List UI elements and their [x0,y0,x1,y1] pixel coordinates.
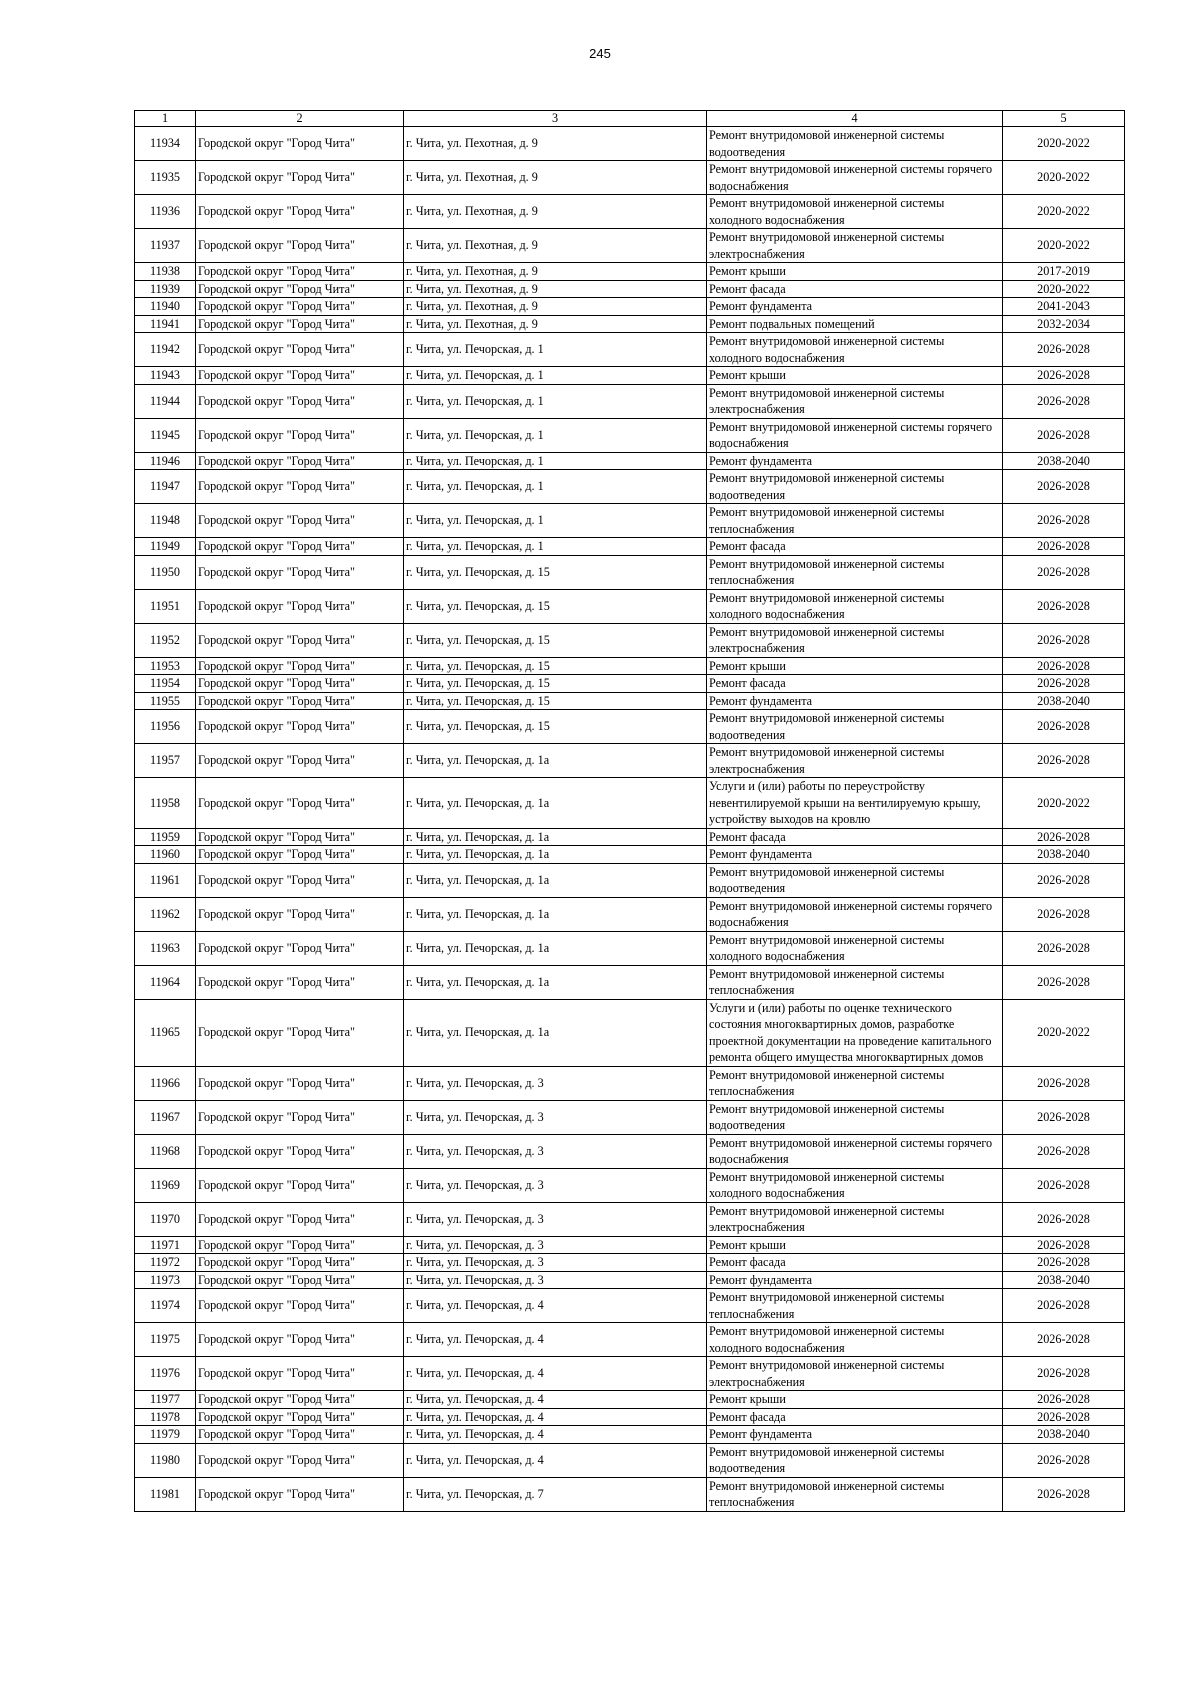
table-row [135,1100,1125,1134]
table-row [135,897,1125,931]
period-cell: 2026-2028 [1003,657,1125,675]
address-cell: г. Чита, ул. Пехотная, д. 9 [404,161,707,195]
work-type-cell: Ремонт внутридомовой инженерной системы электроснабжения [707,744,1003,778]
address-cell: г. Чита, ул. Печорская, д. 7 [404,1477,707,1511]
row-number: 11944 [135,384,196,418]
table-row [135,999,1125,1066]
row-number: 11972 [135,1254,196,1272]
table-row [135,1236,1125,1254]
address-cell: г. Чита, ул. Печорская, д. 1а [404,897,707,931]
address-cell: г. Чита, ул. Печорская, д. 1 [404,367,707,385]
work-type-cell: Ремонт фасада [707,538,1003,556]
table-row [135,657,1125,675]
row-number: 11970 [135,1202,196,1236]
address-cell: г. Чита, ул. Печорская, д. 1а [404,863,707,897]
work-type-cell: Ремонт внутридомовой инженерной системы электроснабжения [707,1357,1003,1391]
period-cell: 2026-2028 [1003,418,1125,452]
municipality-cell: Городской округ "Город Чита" [196,589,404,623]
address-cell: г. Чита, ул. Печорская, д. 15 [404,555,707,589]
work-type-cell: Услуги и (или) работы по оценке технического состояния многоквартирных домов, разработке проектной документации на проведение капитального ремонта общего имущества многоквартирных домов [707,999,1003,1066]
address-cell: г. Чита, ул. Печорская, д. 15 [404,623,707,657]
municipality-cell: Городской округ "Город Чита" [196,161,404,195]
table-row [135,470,1125,504]
row-number: 11979 [135,1426,196,1444]
period-cell: 2026-2028 [1003,1323,1125,1357]
period-cell: 2026-2028 [1003,504,1125,538]
row-number: 11955 [135,692,196,710]
work-type-cell: Ремонт фасада [707,280,1003,298]
municipality-cell: Городской округ "Город Чита" [196,538,404,556]
period-cell: 2026-2028 [1003,1254,1125,1272]
table-row [135,1066,1125,1100]
work-type-cell: Ремонт внутридомовой инженерной системы электроснабжения [707,384,1003,418]
address-cell: г. Чита, ул. Печорская, д. 3 [404,1066,707,1100]
period-cell: 2026-2028 [1003,1168,1125,1202]
row-number: 11980 [135,1443,196,1477]
work-type-cell: Ремонт фундамента [707,452,1003,470]
municipality-cell: Городской округ "Город Чита" [196,744,404,778]
work-type-cell: Ремонт внутридомовой инженерной системы водоотведения [707,127,1003,161]
address-cell: г. Чита, ул. Печорская, д. 15 [404,589,707,623]
work-type-cell: Ремонт внутридомовой инженерной системы водоотведения [707,1443,1003,1477]
municipality-cell: Городской округ "Город Чита" [196,127,404,161]
municipality-cell: Городской округ "Город Чита" [196,897,404,931]
period-cell: 2026-2028 [1003,897,1125,931]
row-number: 11963 [135,931,196,965]
address-cell: г. Чита, ул. Печорская, д. 4 [404,1391,707,1409]
period-cell: 2026-2028 [1003,1477,1125,1511]
municipality-cell: Городской округ "Город Чита" [196,965,404,999]
column-header-1: 1 [135,111,196,127]
municipality-cell: Городской округ "Город Чита" [196,504,404,538]
row-number: 11973 [135,1271,196,1289]
table-row [135,710,1125,744]
work-type-cell: Ремонт подвальных помещений [707,315,1003,333]
address-cell: г. Чита, ул. Печорская, д. 1 [404,538,707,556]
address-cell: г. Чита, ул. Печорская, д. 1 [404,418,707,452]
municipality-cell: Городской округ "Город Чита" [196,1236,404,1254]
row-number: 11981 [135,1477,196,1511]
table-row [135,263,1125,281]
work-type-cell: Ремонт внутридомовой инженерной системы холодного водоснабжения [707,1168,1003,1202]
municipality-cell: Городской округ "Город Чита" [196,333,404,367]
work-type-cell: Ремонт внутридомовой инженерной системы теплоснабжения [707,1066,1003,1100]
municipality-cell: Городской округ "Город Чита" [196,298,404,316]
work-type-cell: Ремонт внутридомовой инженерной системы холодного водоснабжения [707,931,1003,965]
row-number: 11952 [135,623,196,657]
work-type-cell: Ремонт внутридомовой инженерной системы теплоснабжения [707,1289,1003,1323]
table-row [135,931,1125,965]
municipality-cell: Городской округ "Город Чита" [196,555,404,589]
table-row [135,555,1125,589]
address-cell: г. Чита, ул. Печорская, д. 3 [404,1202,707,1236]
table-row [135,315,1125,333]
municipality-cell: Городской округ "Город Чита" [196,1168,404,1202]
address-cell: г. Чита, ул. Печорская, д. 4 [404,1408,707,1426]
municipality-cell: Городской округ "Город Чита" [196,657,404,675]
work-type-cell: Ремонт фасада [707,1254,1003,1272]
period-cell: 2026-2028 [1003,710,1125,744]
address-cell: г. Чита, ул. Печорская, д. 3 [404,1254,707,1272]
table-row [135,1408,1125,1426]
table-row [135,863,1125,897]
table-row [135,298,1125,316]
row-number: 11936 [135,195,196,229]
address-cell: г. Чита, ул. Пехотная, д. 9 [404,263,707,281]
period-cell: 2026-2028 [1003,1408,1125,1426]
work-type-cell: Ремонт крыши [707,1391,1003,1409]
municipality-cell: Городской округ "Город Чита" [196,470,404,504]
row-number: 11966 [135,1066,196,1100]
row-number: 11954 [135,675,196,693]
period-cell: 2026-2028 [1003,1357,1125,1391]
work-type-cell: Ремонт внутридомовой инженерной системы горячего водоснабжения [707,1134,1003,1168]
municipality-cell: Городской округ "Город Чита" [196,1357,404,1391]
period-cell: 2020-2022 [1003,280,1125,298]
table-row [135,538,1125,556]
municipality-cell: Городской округ "Город Чита" [196,999,404,1066]
period-cell: 2026-2028 [1003,384,1125,418]
municipality-cell: Городской округ "Город Чита" [196,229,404,263]
table-row [135,744,1125,778]
municipality-cell: Городской округ "Город Чита" [196,710,404,744]
table-row [135,846,1125,864]
row-number: 11943 [135,367,196,385]
period-cell: 2026-2028 [1003,1236,1125,1254]
column-header-4: 4 [707,111,1003,127]
address-cell: г. Чита, ул. Печорская, д. 1 [404,452,707,470]
row-number: 11968 [135,1134,196,1168]
municipality-cell: Городской округ "Город Чита" [196,778,404,829]
work-type-cell: Ремонт внутридомовой инженерной системы горячего водоснабжения [707,161,1003,195]
table-row [135,229,1125,263]
period-cell: 2020-2022 [1003,778,1125,829]
work-type-cell: Ремонт внутридомовой инженерной системы электроснабжения [707,623,1003,657]
row-number: 11956 [135,710,196,744]
address-cell: г. Чита, ул. Пехотная, д. 9 [404,195,707,229]
column-header-5: 5 [1003,111,1125,127]
address-cell: г. Чита, ул. Печорская, д. 4 [404,1443,707,1477]
municipality-cell: Городской округ "Город Чита" [196,1426,404,1444]
period-cell: 2038-2040 [1003,846,1125,864]
row-number: 11958 [135,778,196,829]
municipality-cell: Городской округ "Город Чита" [196,828,404,846]
work-type-cell: Ремонт крыши [707,263,1003,281]
period-cell: 2038-2040 [1003,452,1125,470]
work-type-cell: Ремонт фундамента [707,1426,1003,1444]
address-cell: г. Чита, ул. Печорская, д. 15 [404,657,707,675]
municipality-cell: Городской округ "Город Чита" [196,280,404,298]
row-number: 11975 [135,1323,196,1357]
work-type-cell: Ремонт фасада [707,828,1003,846]
address-cell: г. Чита, ул. Пехотная, д. 9 [404,298,707,316]
row-number: 11946 [135,452,196,470]
period-cell: 2026-2028 [1003,589,1125,623]
row-number: 11962 [135,897,196,931]
work-type-cell: Ремонт крыши [707,657,1003,675]
municipality-cell: Городской округ "Город Чита" [196,1443,404,1477]
address-cell: г. Чита, ул. Печорская, д. 1а [404,931,707,965]
municipality-cell: Городской округ "Город Чита" [196,1391,404,1409]
period-cell: 2020-2022 [1003,195,1125,229]
work-type-cell: Ремонт внутридомовой инженерной системы холодного водоснабжения [707,589,1003,623]
municipality-cell: Городской округ "Город Чита" [196,1100,404,1134]
address-cell: г. Чита, ул. Печорская, д. 3 [404,1100,707,1134]
address-cell: г. Чита, ул. Пехотная, д. 9 [404,127,707,161]
period-cell: 2026-2028 [1003,367,1125,385]
period-cell: 2020-2022 [1003,161,1125,195]
address-cell: г. Чита, ул. Печорская, д. 1а [404,965,707,999]
table-row [135,828,1125,846]
address-cell: г. Чита, ул. Печорская, д. 4 [404,1289,707,1323]
municipality-cell: Городской округ "Город Чита" [196,1408,404,1426]
row-number: 11951 [135,589,196,623]
address-cell: г. Чита, ул. Печорская, д. 4 [404,1357,707,1391]
table-row [135,623,1125,657]
period-cell: 2026-2028 [1003,863,1125,897]
table-row [135,1134,1125,1168]
municipality-cell: Городской округ "Город Чита" [196,195,404,229]
work-type-cell: Ремонт внутридомовой инженерной системы теплоснабжения [707,1477,1003,1511]
row-number: 11957 [135,744,196,778]
work-type-cell: Ремонт крыши [707,1236,1003,1254]
work-type-cell: Ремонт крыши [707,367,1003,385]
municipality-cell: Городской округ "Город Чита" [196,1271,404,1289]
municipality-cell: Городской округ "Город Чита" [196,1289,404,1323]
address-cell: г. Чита, ул. Печорская, д. 1 [404,504,707,538]
municipality-cell: Городской округ "Город Чита" [196,675,404,693]
table-row [135,418,1125,452]
row-number: 11937 [135,229,196,263]
municipality-cell: Городской округ "Город Чита" [196,623,404,657]
row-number: 11961 [135,863,196,897]
period-cell: 2026-2028 [1003,538,1125,556]
work-type-cell: Ремонт внутридомовой инженерной системы горячего водоснабжения [707,418,1003,452]
address-cell: г. Чита, ул. Печорская, д. 15 [404,675,707,693]
work-type-cell: Ремонт внутридомовой инженерной системы теплоснабжения [707,555,1003,589]
period-cell: 2026-2028 [1003,555,1125,589]
table-row [135,1271,1125,1289]
work-type-cell: Ремонт внутридомовой инженерной системы теплоснабжения [707,965,1003,999]
work-type-cell: Ремонт внутридомовой инженерной системы электроснабжения [707,229,1003,263]
municipality-cell: Городской округ "Город Чита" [196,384,404,418]
period-cell: 2026-2028 [1003,965,1125,999]
period-cell: 2026-2028 [1003,1443,1125,1477]
address-cell: г. Чита, ул. Печорская, д. 4 [404,1426,707,1444]
work-type-cell: Ремонт внутридомовой инженерной системы теплоснабжения [707,504,1003,538]
municipality-cell: Городской округ "Город Чита" [196,846,404,864]
municipality-cell: Городской округ "Город Чита" [196,263,404,281]
period-cell: 2026-2028 [1003,828,1125,846]
table-row [135,1477,1125,1511]
table-row [135,778,1125,829]
row-number: 11967 [135,1100,196,1134]
table-row [135,1168,1125,1202]
period-cell: 2026-2028 [1003,675,1125,693]
row-number: 11941 [135,315,196,333]
table-row [135,367,1125,385]
period-cell: 2020-2022 [1003,999,1125,1066]
work-type-cell: Услуги и (или) работы по переустройству невентилируемой крыши на вентилируемую крышу, устройству выходов на кровлю [707,778,1003,829]
period-cell: 2026-2028 [1003,931,1125,965]
work-type-cell: Ремонт внутридомовой инженерной системы холодного водоснабжения [707,195,1003,229]
row-number: 11953 [135,657,196,675]
row-number: 11959 [135,828,196,846]
period-cell: 2026-2028 [1003,744,1125,778]
period-cell: 2017-2019 [1003,263,1125,281]
address-cell: г. Чита, ул. Печорская, д. 1 [404,470,707,504]
work-type-cell: Ремонт внутридомовой инженерной системы водоотведения [707,710,1003,744]
row-number: 11978 [135,1408,196,1426]
table-row [135,452,1125,470]
row-number: 11942 [135,333,196,367]
period-cell: 2026-2028 [1003,1066,1125,1100]
work-type-cell: Ремонт внутридомовой инженерной системы холодного водоснабжения [707,1323,1003,1357]
work-type-cell: Ремонт фундамента [707,298,1003,316]
municipality-cell: Городской округ "Город Чита" [196,1202,404,1236]
period-cell: 2041-2043 [1003,298,1125,316]
row-number: 11977 [135,1391,196,1409]
row-number: 11940 [135,298,196,316]
table-row [135,1323,1125,1357]
period-cell: 2026-2028 [1003,1134,1125,1168]
address-cell: г. Чита, ул. Печорская, д. 3 [404,1271,707,1289]
table-row [135,965,1125,999]
repair-schedule-table [134,110,1125,1512]
table-row [135,1391,1125,1409]
page-number: 245 [589,46,611,61]
address-cell: г. Чита, ул. Печорская, д. 15 [404,710,707,744]
municipality-cell: Городской округ "Город Чита" [196,1066,404,1100]
table-row [135,589,1125,623]
municipality-cell: Городской округ "Город Чита" [196,315,404,333]
row-number: 11974 [135,1289,196,1323]
column-header-2: 2 [196,111,404,127]
municipality-cell: Городской округ "Город Чита" [196,692,404,710]
period-cell: 2026-2028 [1003,1202,1125,1236]
row-number: 11938 [135,263,196,281]
work-type-cell: Ремонт внутридомовой инженерной системы электроснабжения [707,1202,1003,1236]
row-number: 11960 [135,846,196,864]
address-cell: г. Чита, ул. Пехотная, д. 9 [404,280,707,298]
table-row [135,127,1125,161]
period-cell: 2038-2040 [1003,692,1125,710]
table-header [135,111,1125,127]
row-number: 11976 [135,1357,196,1391]
address-cell: г. Чита, ул. Печорская, д. 1а [404,999,707,1066]
work-type-cell: Ремонт внутридомовой инженерной системы водоотведения [707,1100,1003,1134]
column-header-3: 3 [404,111,707,127]
address-cell: г. Чита, ул. Печорская, д. 1а [404,744,707,778]
period-cell: 2032-2034 [1003,315,1125,333]
municipality-cell: Городской округ "Город Чита" [196,418,404,452]
period-cell: 2026-2028 [1003,333,1125,367]
table-row [135,692,1125,710]
table-row [135,384,1125,418]
period-cell: 2026-2028 [1003,470,1125,504]
work-type-cell: Ремонт фундамента [707,846,1003,864]
work-type-cell: Ремонт внутридомовой инженерной системы водоотведения [707,863,1003,897]
period-cell: 2026-2028 [1003,623,1125,657]
table-row [135,1254,1125,1272]
period-cell: 2026-2028 [1003,1391,1125,1409]
table-row [135,280,1125,298]
address-cell: г. Чита, ул. Пехотная, д. 9 [404,315,707,333]
table-row [135,333,1125,367]
table-row [135,1289,1125,1323]
period-cell: 2020-2022 [1003,229,1125,263]
address-cell: г. Чита, ул. Печорская, д. 1а [404,846,707,864]
address-cell: г. Чита, ул. Пехотная, д. 9 [404,229,707,263]
address-cell: г. Чита, ул. Печорская, д. 3 [404,1236,707,1254]
address-cell: г. Чита, ул. Печорская, д. 3 [404,1168,707,1202]
table-row [135,504,1125,538]
table-row [135,1426,1125,1444]
header-row [135,111,1125,127]
address-cell: г. Чита, ул. Печорская, д. 3 [404,1134,707,1168]
work-type-cell: Ремонт фундамента [707,1271,1003,1289]
municipality-cell: Городской округ "Город Чита" [196,863,404,897]
address-cell: г. Чита, ул. Печорская, д. 1а [404,778,707,829]
municipality-cell: Городской округ "Город Чита" [196,1134,404,1168]
row-number: 11969 [135,1168,196,1202]
work-type-cell: Ремонт фундамента [707,692,1003,710]
address-cell: г. Чита, ул. Печорская, д. 4 [404,1323,707,1357]
work-type-cell: Ремонт внутридомовой инженерной системы горячего водоснабжения [707,897,1003,931]
row-number: 11965 [135,999,196,1066]
row-number: 11935 [135,161,196,195]
period-cell: 2020-2022 [1003,127,1125,161]
row-number: 11934 [135,127,196,161]
address-cell: г. Чита, ул. Печорская, д. 1а [404,828,707,846]
municipality-cell: Городской округ "Город Чита" [196,1254,404,1272]
row-number: 11939 [135,280,196,298]
work-type-cell: Ремонт внутридомовой инженерной системы холодного водоснабжения [707,333,1003,367]
table-row [135,675,1125,693]
row-number: 11950 [135,555,196,589]
table-row [135,161,1125,195]
row-number: 11948 [135,504,196,538]
period-cell: 2038-2040 [1003,1426,1125,1444]
table-row [135,1202,1125,1236]
row-number: 11971 [135,1236,196,1254]
municipality-cell: Городской округ "Город Чита" [196,1323,404,1357]
work-type-cell: Ремонт фасада [707,675,1003,693]
address-cell: г. Чита, ул. Печорская, д. 1 [404,333,707,367]
row-number: 11964 [135,965,196,999]
municipality-cell: Городской округ "Город Чита" [196,1477,404,1511]
table-body [135,127,1125,1512]
work-type-cell: Ремонт внутридомовой инженерной системы водоотведения [707,470,1003,504]
table-row [135,1357,1125,1391]
municipality-cell: Городской округ "Город Чита" [196,367,404,385]
address-cell: г. Чита, ул. Печорская, д. 15 [404,692,707,710]
table-row [135,1443,1125,1477]
work-type-cell: Ремонт фасада [707,1408,1003,1426]
period-cell: 2026-2028 [1003,1100,1125,1134]
period-cell: 2038-2040 [1003,1271,1125,1289]
municipality-cell: Городской округ "Город Чита" [196,931,404,965]
period-cell: 2026-2028 [1003,1289,1125,1323]
row-number: 11945 [135,418,196,452]
row-number: 11947 [135,470,196,504]
row-number: 11949 [135,538,196,556]
municipality-cell: Городской округ "Город Чита" [196,452,404,470]
address-cell: г. Чита, ул. Печорская, д. 1 [404,384,707,418]
table-row [135,195,1125,229]
